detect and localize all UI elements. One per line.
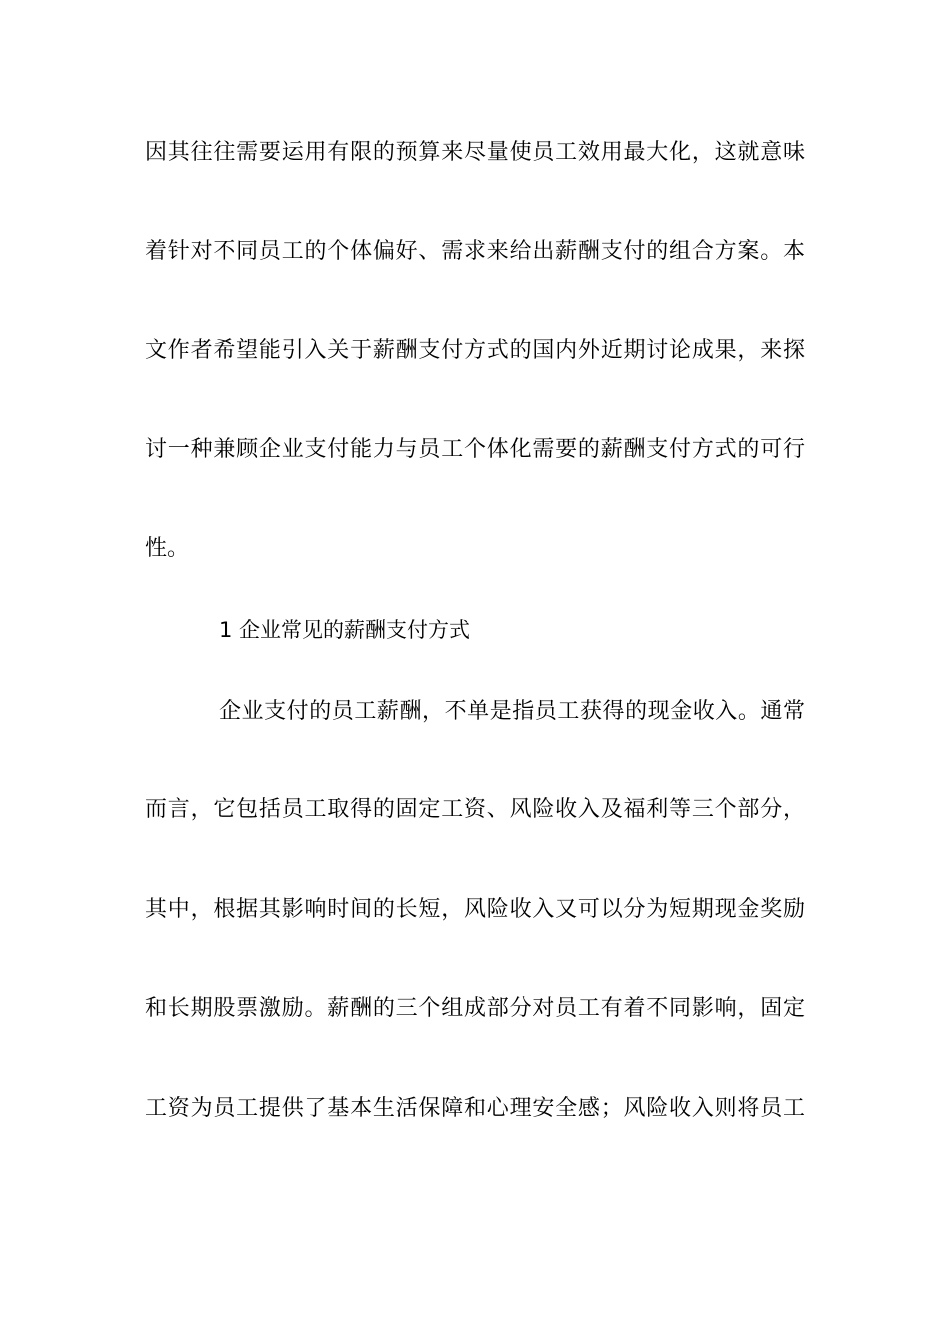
paragraph-2-line-3: 其中，根据其影响时间的长短，风险收入又可以分为短期现金奖励 [145,897,805,922]
paragraph-2-line-4: 和长期股票激励。薪酬的三个组成部分对员工有着不同影响，固定 [145,996,805,1021]
paragraph-1-line-1: 因其往往需要运用有限的预算来尽量使员工效用最大化，这就意味 [145,140,805,165]
section-heading: 1 企业常见的薪酬支付方式 [219,618,471,642]
paragraph-2-line-5: 工资为员工提供了基本生活保障和心理安全感；风险收入则将员工 [145,1096,805,1121]
paragraph-1-line-5: 性。 [145,536,190,561]
paragraph-2-line-2: 而言，它包括员工取得的固定工资、风险收入及福利等三个部分， [145,797,805,822]
paragraph-1-line-2: 着针对不同员工的个体偏好、需求来给出薪酬支付的组合方案。本 [145,239,805,264]
paragraph-2-line-1: 企业支付的员工薪酬，不单是指员工获得的现金收入。通常 [219,699,805,724]
paragraph-1-line-3: 文作者希望能引入关于薪酬支付方式的国内外近期讨论成果，来探 [145,338,805,363]
paragraph-1-line-4: 讨一种兼顾企业支付能力与员工个体化需要的薪酬支付方式的可行 [145,437,805,462]
